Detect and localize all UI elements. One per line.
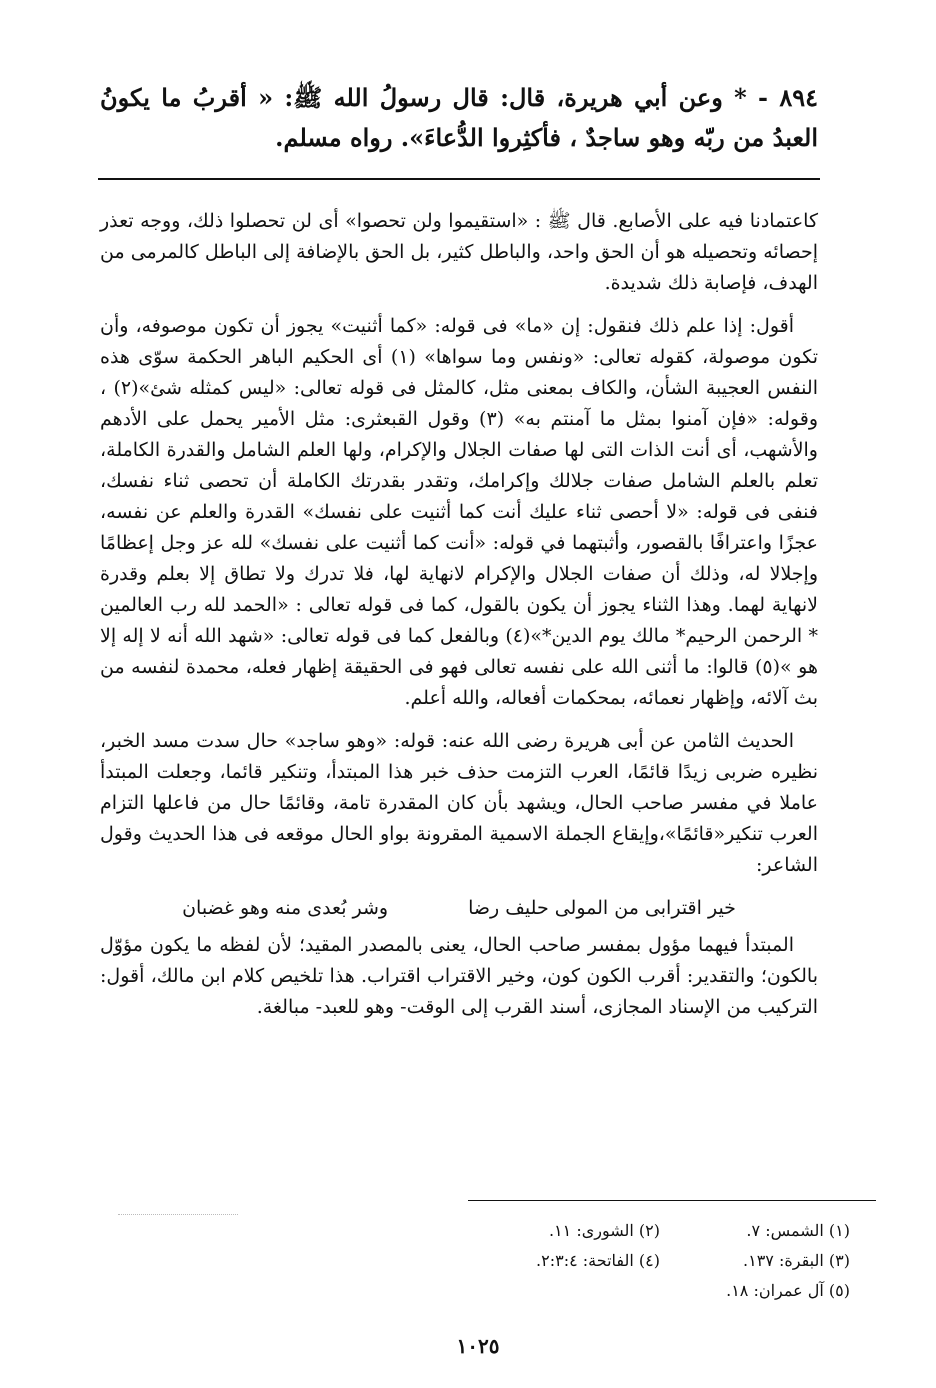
commentary-paragraph: الحديث الثامن عن أبى هريرة رضى الله عنه: قوله: «وهو ساجد» حال سدت مسد الخبر، نظيره ضربى زيدًا قائمًا، العرب التزمت حذف خبر هذا المبتدأ، وتنكير قائما، وجعلت المبتدأ عاملا في مفسر صاحب الحال، ويشهد بأن كان المقدرة تامة، وقائمًا حال من فاعلها التزام العرب تنكير«قائمًا»،وإيقاع الجملة الاسمية المقرونة بواو الحال موقعه فى هذا الحديث وقول الشاعر: [100, 730, 818, 876]
commentary-paragraph: أقول: إذا علم ذلك فنقول: إن «ما» فى قوله: «كما أثنيت» يجوز أن تكون موصوفه، وأن تكون موصولة، كقوله تعالى: «ونفس وما سواها» (١) أى الحكيم الباهر الحكمة سوّى هذه النفس العجيبة الشأن، والكاف بمعنى مثل، كالمثل فى قوله تعالى: «ليس كمثله شئ»(٢) ، وقوله: «فإن آمنوا بمثل ما آمنتم به» (٣) وقول القبعثرى: مثل الأمير يحمل على الأدهم والأشهب، أى أنت الذات التى لها صفات الجلال والإكرام، ولها العلم الشامل والقدرة الكاملة، تعلم بالعلم الشامل صفات جلالك وإكرامك، وتقدر بقدرتك الكاملة أن تحصى ثناء نفسك، فنفى فى قوله: «لا أحصى ثناء عليك أنت كما أثنيت على نفسك» القدرة والعلم عن نفسه، عجزًا واعترافًا بالقصور، وأثبتهما في قوله: «أنت كما أثنيت على نفسك» لله عز وجل إعظامًا وإجلالا له، وذلك أن صفات الجلال والإكرام لانهاية لها، فلا تدرك ولا تطاق إلا بعلم وقدرة لانهاية لهما. وهذا الثناء يجوز أن يكون بالقول، كما فى قوله تعالى : «الحمد لله رب العالمين * الرحمن الرحيم* مالك يوم الدين*»(٤) وبالفعل كما فى قوله تعالى: «شهد الله أنه لا إله إلا هو »(٥) قالوا: ما أثنى الله على نفسه تعالى فهو فى الحقيقة إظهار فعله، محمدة لنفسه من بث آلائه، وإظهار نعمائه، بمحكمات أفعاله، والله أعلم. [100, 315, 819, 709]
faint-rule [118, 1214, 238, 1215]
footnote-row [460, 1276, 850, 1306]
footnote-divider [468, 1200, 876, 1201]
footnote: (٣) البقرة: ١٣٧. [743, 1251, 850, 1270]
footnote: (٤) الفاتحة: ٢:٣:٤. [536, 1251, 660, 1270]
hadith-text: ٨٩٤ - * وعن أبي هريرة، قال: قال رسولُ الله ﷺ: « أقربُ ما يكونُ العبدُ من ربّه وهو ساجدٌ ، فأكثِروا الدُّعاءَ». رواه مسلم. [100, 83, 818, 152]
poetry-verse [100, 893, 818, 924]
footnote: (٢) الشورى: ١١. [548, 1221, 660, 1240]
page-number: ١٠٢٥ [456, 1334, 500, 1358]
section-divider [98, 178, 820, 180]
footnotes [460, 1216, 850, 1306]
commentary-paragraph: المبتدأ فيهما مؤول بمفسر صاحب الحال، يعنى بالمصدر المقيد؛ لأن لفظه ما يكون مؤوّل بالكون؛ والتقدير: أقرب الكون كون، وخير الاقتراب اقتراب. هذا تلخيص كلام ابن مالك، أقول: التركيب من الإسناد المجازى، أسند القرب إلى الوقت- وهو للعبد- مبالغة. [100, 934, 818, 1018]
footnote: (٥) آل عمران: ١٨. [726, 1281, 850, 1300]
verse-first-hemistich: خير اقترابى من المولى حليف رضا [468, 897, 736, 919]
footnote-row [460, 1246, 850, 1276]
commentary [100, 206, 818, 1029]
footnote: (١) الشمس: ٧. [746, 1221, 850, 1240]
footnote-row [460, 1216, 850, 1246]
verse-second-hemistich: وشر بُعدى منه وهو غضبان [182, 897, 389, 919]
commentary-paragraph: كاعتمادنا فيه على الأصابع. قال ﷺ : «استقيموا ولن تحصوا» أى لن تحصلوا ذلك، ووجه تعذر إحصائه وتحصيله هو أن الحق واحد، والباطل كثير، بل الحق بالإضافة إلى الباطل كالمرمى من الهدف، فإصابة ذلك شديدة. [100, 210, 818, 294]
